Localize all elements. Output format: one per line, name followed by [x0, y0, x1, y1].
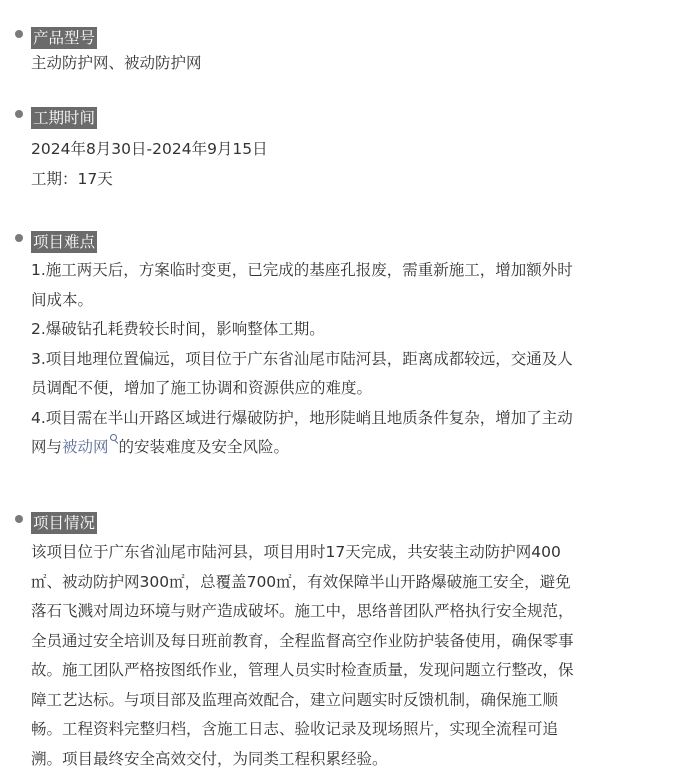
- difficulty-item-4-line-2: [31, 433, 657, 463]
- situation-line: 该项目位于广东省汕尾市陆河县，项目用时17天完成，共安装主动防护网400: [31, 543, 561, 561]
- schedule-dates: 2024年8月30日-2024年9月15日: [31, 140, 268, 158]
- difficulties-section: [0, 231, 683, 456]
- situation-paragraph: [31, 538, 657, 774]
- situation-heading-row: [0, 512, 683, 536]
- situation-section: [0, 512, 683, 768]
- difficulty-item-2: 2.爆破钻孔耗费较长时间，影响整体工期。: [31, 320, 325, 338]
- bullet-icon: [15, 110, 23, 118]
- schedule-text-block: [31, 135, 657, 194]
- difficulty-item-3-line-2: 员调配不便，增加了施工协调和资源供应的难度。: [31, 379, 373, 397]
- difficulty-item-4-post: 的安装难度及安全风险。: [118, 438, 290, 456]
- situation-line: 溯。项目最终安全高效交付，为同类工程积累经验。: [31, 749, 388, 768]
- situation-line: 故。施工团队严格按图纸作业，管理人员实时检查质量，发现问题立行整改，保: [31, 661, 574, 679]
- bullet-icon: [15, 234, 23, 242]
- situation-line: 全员通过安全培训及每日班前教育，全程监督高空作业防护装备使用，确保零事: [31, 631, 574, 650]
- situation-line: ㎡、被动防护网300㎡，总覆盖700㎡，有效保障半山开路爆破施工安全，避免: [31, 572, 571, 591]
- difficulties-list: [31, 256, 657, 463]
- passive-net-link[interactable]: 被动网: [62, 438, 109, 456]
- schedule-heading-row: [0, 107, 683, 131]
- bullet-icon: [15, 30, 23, 38]
- difficulties-heading-row: [0, 231, 683, 255]
- difficulties-heading: 项目难点: [33, 233, 96, 251]
- situation-line: 落石飞溅对周边环境与财产造成破坏。施工中，思络普团队严格执行安全规范，: [31, 602, 574, 620]
- difficulty-item-1-line-1: 1.施工两天后，方案临时变更，已完成的基座孔报废，需重新施工，增加额外时: [31, 261, 573, 279]
- difficulty-item-3-line-1: 3.项目地理位置偏远，项目位于广东省汕尾市陆河县，距离成都较远，交通及人: [31, 349, 573, 368]
- schedule-duration: 工期：17天: [31, 169, 113, 188]
- schedule-heading: 工期时间: [33, 109, 96, 127]
- product-heading: 产品型号: [33, 29, 96, 47]
- difficulty-item-4-pre: 网与: [31, 438, 63, 456]
- situation-line: 障工艺达标。与项目部及监理高效配合，建立问题实时反馈机制，确保施工顺: [31, 690, 559, 709]
- difficulty-item-4-line-1: 4.项目需在半山开路区域进行爆破防护，地形陡峭且地质条件复杂，增加了主动: [31, 408, 573, 427]
- product-text-block: [31, 49, 657, 79]
- situation-line: 畅。工程资料完整归档，含施工日志、验收记录及现场照片，实现全流程可追: [31, 720, 559, 738]
- situation-heading: 项目情况: [33, 514, 96, 532]
- search-icon[interactable]: [110, 434, 119, 446]
- schedule-section: [0, 107, 683, 188]
- product-section: [0, 27, 683, 72]
- bullet-icon: [15, 515, 23, 523]
- difficulty-item-1-line-2: 间成本。: [31, 290, 94, 309]
- product-heading-row: [0, 27, 683, 51]
- product-text: 主动防护网、被动防护网: [31, 54, 202, 72]
